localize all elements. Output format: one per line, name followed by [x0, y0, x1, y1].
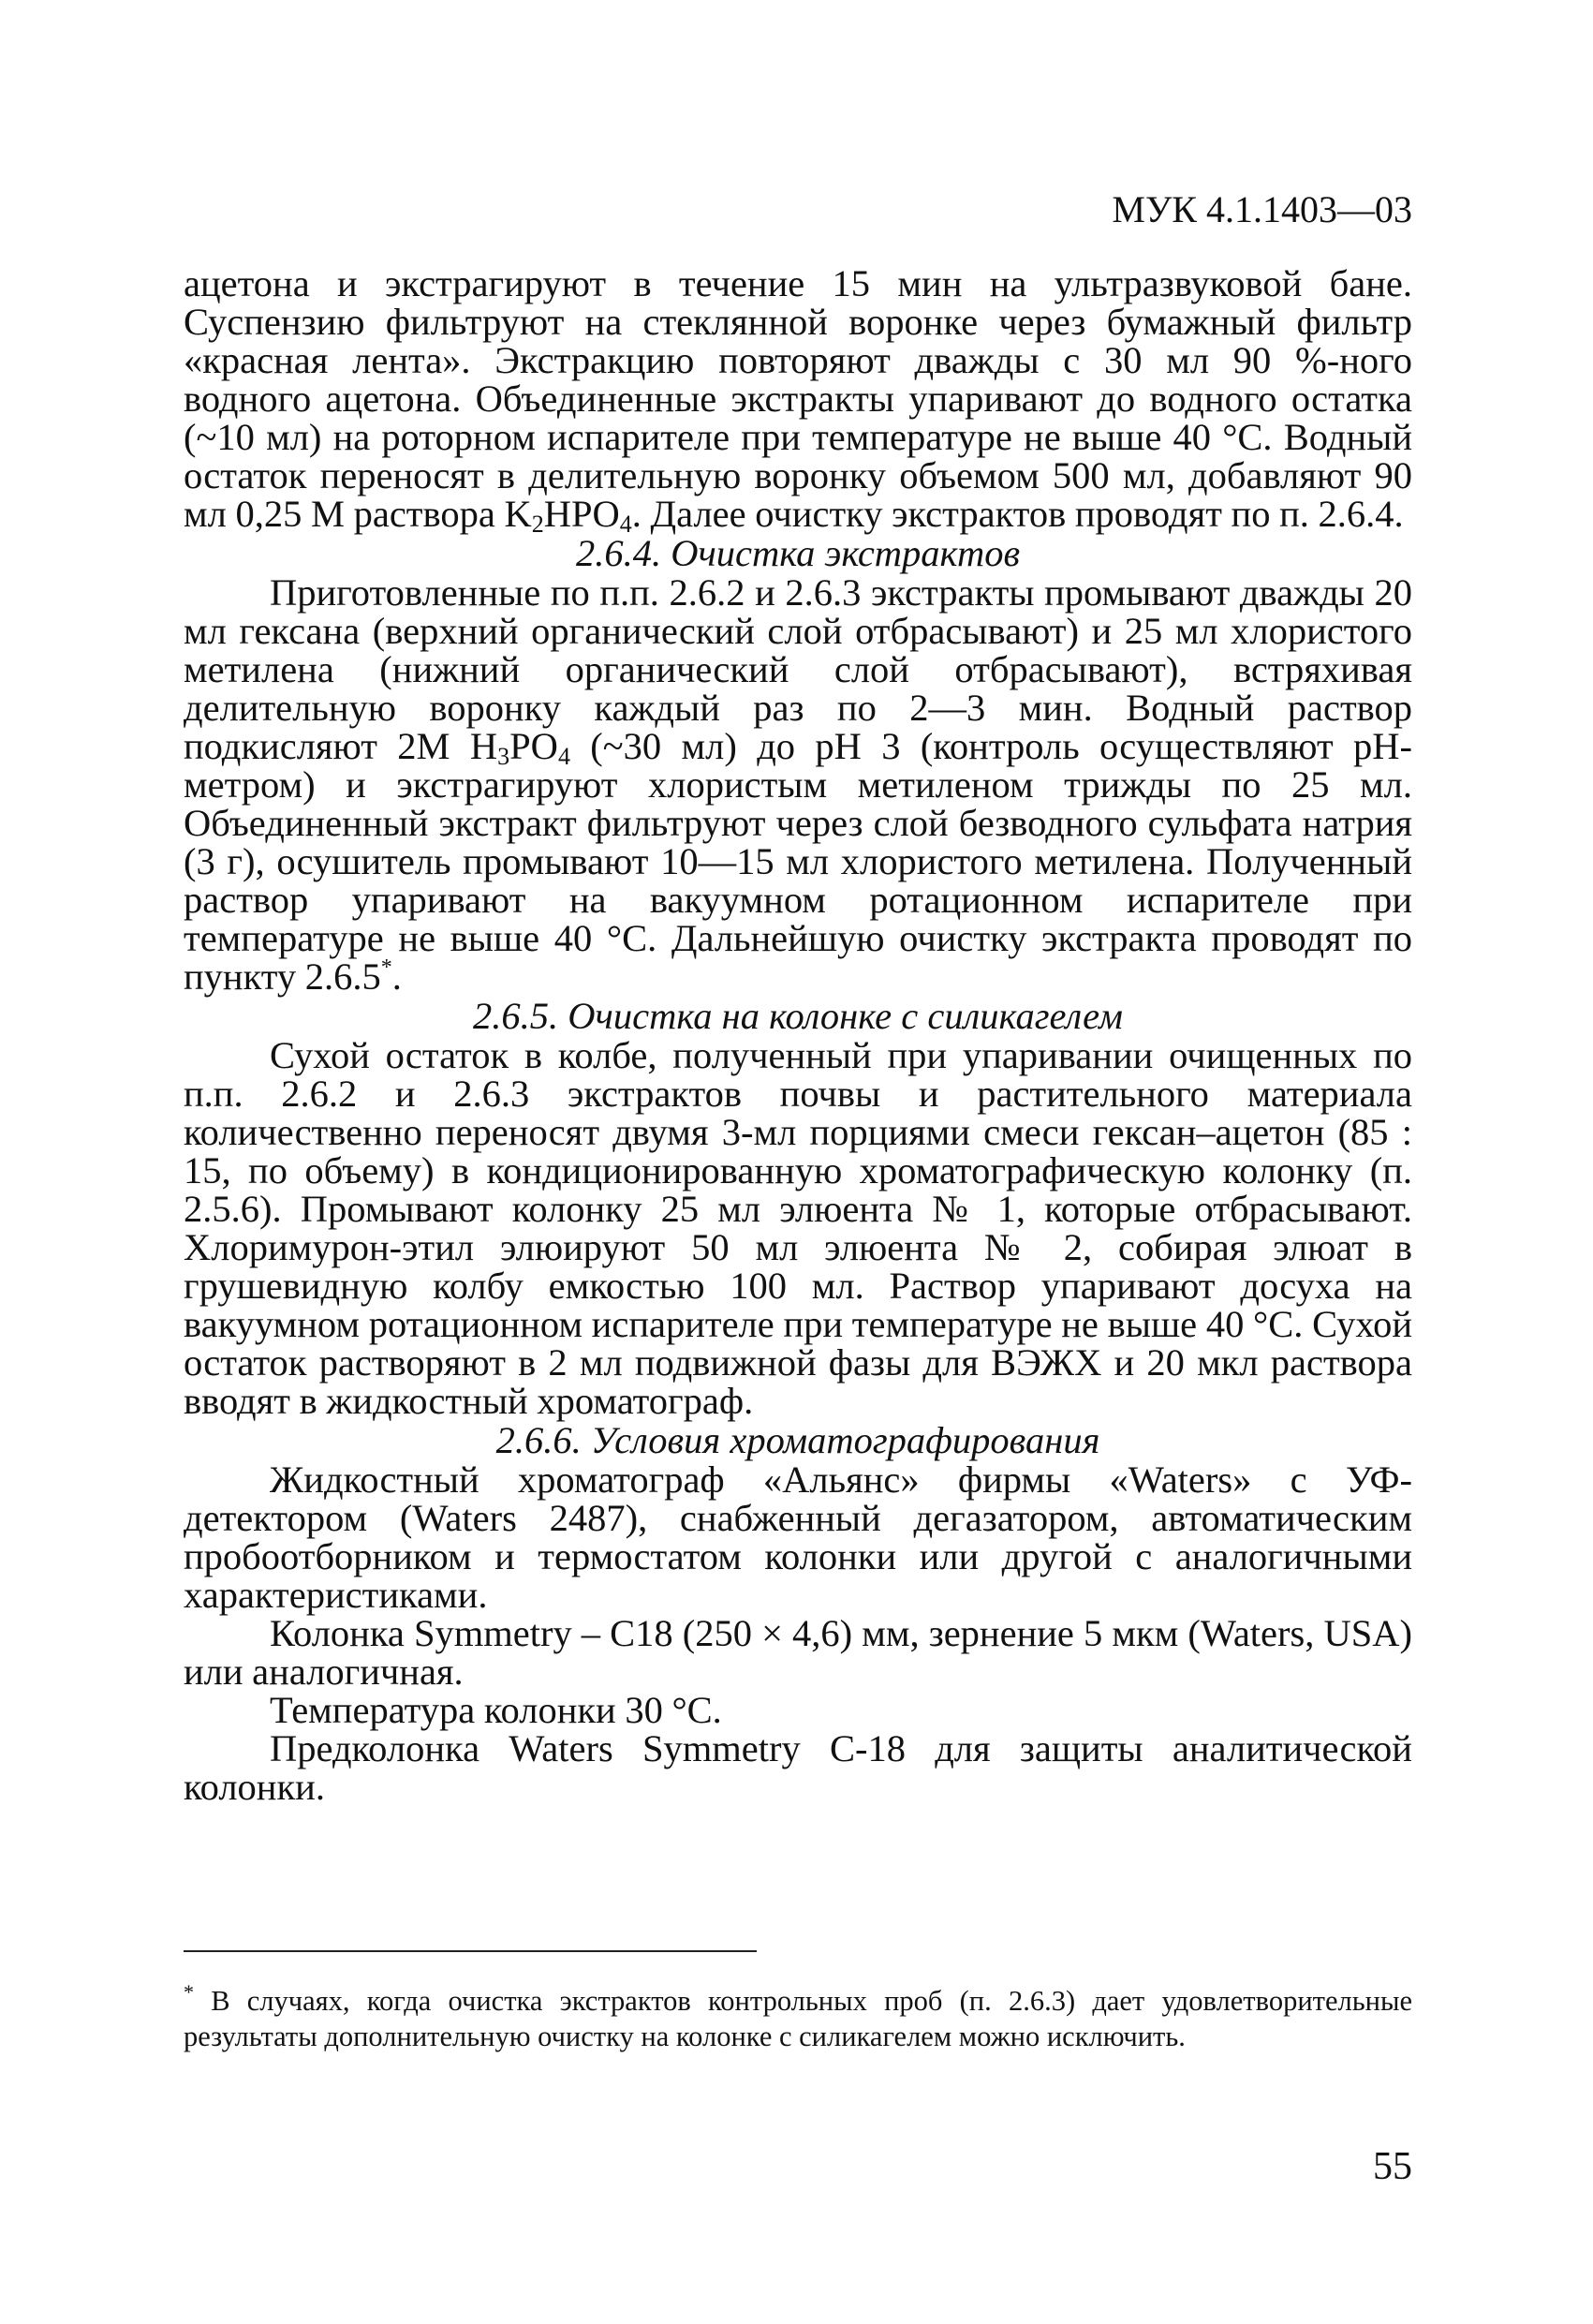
document-id-header: МУК 4.1.1403—03 [1112, 188, 1412, 230]
paragraph-silica-column: Сухой остаток в колбе, полученный при упаривании очищенных по п.п. 2.6.2 и 2.6.3 экстрактов почвы и растительного материала количественно переносят двумя 3-мл порциями смеси гексан–ацетон (85 : 15, по объему) в кондиционированную хроматографическую колонку (п. 2.5.6). Промывают колонку 25 мл элюента № 1, которые отбрасывают. Хлоримурон-этил элюируют 50 мл элюента № 2, собирая элюат в грушевидную колбу емкостью 100 мл. Раствор упаривают досуха на вакуумном ротационном испарителе при температуре не выше 40 °С. Сухой остаток растворяют в 2 мл подвижной фазы для ВЭЖХ и 20 мкл раствора вводят в жидкостный хроматограф. [184, 1034, 1412, 1422]
footnote-reference: * [380, 955, 392, 980]
subscript: 4 [557, 743, 570, 770]
paragraph-precolumn: Предколонка Waters Symmetry C-18 для защиты аналитической колонки. [184, 1727, 1412, 1808]
subscript: 2 [531, 511, 544, 538]
paragraph-chromatograph: Жидкостный хроматограф «Альянс» фирмы «Waters» с УФ-детектором (Waters 2487), снабженный дегазатором, автоматическим пробоотборником и термостатом колонки или другой с аналогичными характеристиками. [184, 1458, 1412, 1616]
footnote-mark: * [184, 1980, 194, 2004]
subscript: 3 [497, 743, 510, 770]
section-heading-2-6-4: 2.6.4. Очистка экстрактов [575, 532, 1021, 574]
paragraph-column: Колонка Symmetry – С18 (250 × 4,6) мм, зернение 5 мкм (Waters, USA) или аналогичная. [184, 1612, 1412, 1693]
paragraph-text: Приготовленные по п.п. 2.6.2 и 2.6.3 экстракты промывают дважды 20 мл гексана (верхний органический слой отбрасывают) и 25 мл хлористого метилена (нижний органический слой отбрасывают), встряхивая делительную воронку каждый раз по 2—3 мин. Водный раствор подкисляют 2М H [184, 571, 1412, 767]
formula-text: 0,25 М раствора K [235, 493, 532, 535]
paragraph-extraction-continued [184, 262, 1412, 538]
formula-text: PO [509, 725, 558, 767]
paragraph-text: . [391, 955, 402, 998]
formula-text: HPO [543, 493, 620, 535]
section-heading-2-6-5: 2.6.5. Очистка на колонке с силикагелем [473, 995, 1123, 1037]
footnote [184, 1980, 1412, 2054]
paragraph-text: . Далее очистку экстрактов проводят по п. 2.6.4. [631, 493, 1404, 535]
paragraph-text: ацетона и экстрагируют в течение 15 мин на ультразвуковой бане. Суспензию фильтруют на стеклянной воронке через бумажный фильтр «красная лента». Экстракцию повторяют дважды с 30 мл 90 %-ного водного ацетона. Объединенные экстракты упаривают до водного остатка (~10 мл) на роторном испарителе при температуре не выше 40 °С. Водный остаток переносят в делительную воронку объемом 500 мл, добавляют 90 мл [184, 262, 1412, 535]
footnote-separator [184, 1950, 757, 1952]
main-text [184, 264, 1412, 1806]
section-heading-2-6-6: 2.6.6. Условия хроматографирования [495, 1419, 1100, 1461]
paragraph-extract-cleanup [184, 573, 1412, 996]
footnote-text: В случаях, когда очистка экстрактов контрольных проб (п. 2.6.3) дает удовлетворительные результаты дополнительную очистку на колонке с силикагелем можно исключить. [184, 1985, 1412, 2052]
paragraph-text: (~30 мл) до рН 3 (контроль осуществляют рН-метром) и экстрагируют хлористым метиленом трижды по 25 мл. Объединенный экстракт фильтруют через слой безводного сульфата натрия (3 г), осушитель промывают 10—15 мл хлористого метилена. Полученный раствор упаривают на вакуумном ротационном испарителе при температуре не выше 40 °С. Дальнейшую очистку экстракта проводят по пункту 2.6.5 [184, 725, 1413, 998]
page-number: 55 [1373, 2145, 1412, 2188]
subscript: 4 [619, 511, 632, 538]
paragraph-column-temperature: Температура колонки 30 °С. [270, 1689, 722, 1731]
